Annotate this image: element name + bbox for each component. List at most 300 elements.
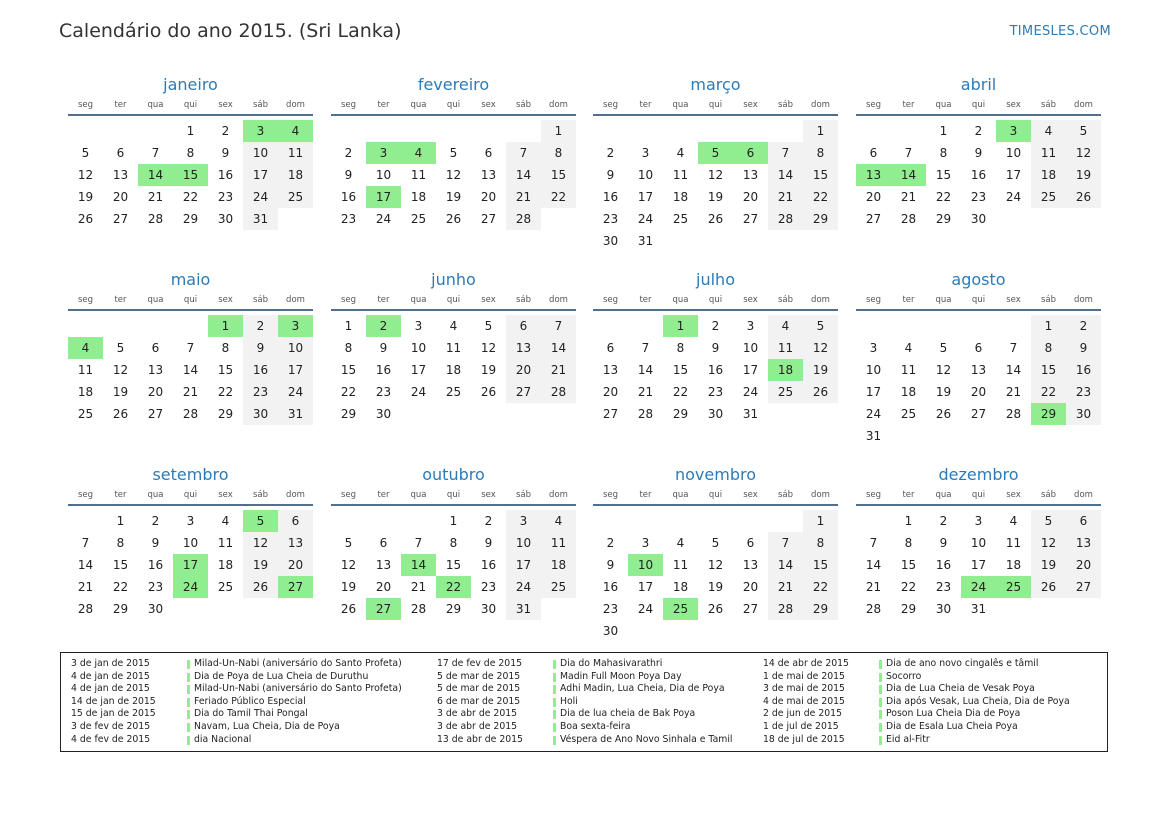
day-cell[interactable]: 24 [637, 602, 654, 616]
day-cell[interactable]: 17 [865, 385, 882, 399]
day-cell[interactable]: 11 [672, 168, 689, 182]
day-cell[interactable]: 13 [742, 168, 759, 182]
day-cell[interactable]: 22 [803, 576, 838, 598]
day-cell[interactable]: 4 [904, 341, 913, 355]
day-cell[interactable]: 7 [151, 146, 160, 160]
day-cell[interactable]: 26 [803, 381, 838, 403]
day-cell[interactable]: 19 [803, 359, 838, 381]
day-cell[interactable]: 27 [742, 212, 759, 226]
day-cell[interactable]: 8 [344, 341, 353, 355]
day-cell[interactable]: 20 [865, 190, 882, 204]
day-cell[interactable]: 12 [112, 363, 129, 377]
day-cell[interactable]: 23 [935, 580, 952, 594]
day-cell[interactable]: 3 [746, 319, 755, 333]
day-cell[interactable]: 29 [112, 602, 129, 616]
day-cell[interactable]: 11 [77, 363, 94, 377]
day-cell[interactable]: 13 [742, 558, 759, 572]
day-cell[interactable]: 25 [77, 407, 94, 421]
day-cell[interactable]: 6 [151, 341, 160, 355]
day-cell[interactable]: 16 [707, 363, 724, 377]
holiday-cell[interactable]: 14 [401, 554, 436, 576]
day-cell[interactable]: 21 [77, 580, 94, 594]
day-cell[interactable]: 22 [935, 190, 952, 204]
day-cell[interactable]: 4 [541, 510, 576, 532]
day-cell[interactable]: 2 [344, 146, 353, 160]
day-cell[interactable]: 7 [641, 341, 650, 355]
day-cell[interactable]: 25 [541, 576, 576, 598]
day-cell[interactable]: 10 [742, 341, 759, 355]
day-cell[interactable]: 31 [637, 234, 654, 248]
day-cell[interactable]: 8 [904, 536, 913, 550]
day-cell[interactable]: 28 [506, 208, 541, 230]
day-cell[interactable]: 30 [970, 212, 987, 226]
day-cell[interactable]: 29 [803, 208, 838, 230]
day-cell[interactable]: 17 [742, 363, 759, 377]
day-cell[interactable]: 14 [768, 554, 803, 576]
day-cell[interactable]: 6 [116, 146, 125, 160]
day-cell[interactable]: 29 [217, 407, 234, 421]
day-cell[interactable]: 20 [112, 190, 129, 204]
day-cell[interactable]: 17 [278, 359, 313, 381]
day-cell[interactable]: 31 [865, 429, 882, 443]
day-cell[interactable]: 10 [410, 341, 427, 355]
day-cell[interactable]: 22 [672, 385, 689, 399]
day-cell[interactable]: 6 [379, 536, 388, 550]
day-cell[interactable]: 7 [186, 341, 195, 355]
day-cell[interactable]: 8 [186, 146, 195, 160]
day-cell[interactable]: 13 [375, 558, 392, 572]
day-cell[interactable]: 8 [449, 536, 458, 550]
day-cell[interactable]: 22 [1031, 381, 1066, 403]
day-cell[interactable]: 7 [869, 536, 878, 550]
holiday-cell[interactable]: 3 [996, 120, 1031, 142]
day-cell[interactable]: 15 [217, 363, 234, 377]
day-cell[interactable]: 5 [81, 146, 90, 160]
day-cell[interactable]: 18 [217, 558, 234, 572]
day-cell[interactable]: 24 [637, 212, 654, 226]
day-cell[interactable]: 9 [151, 536, 160, 550]
day-cell[interactable]: 22 [541, 186, 576, 208]
day-cell[interactable]: 27 [1066, 576, 1101, 598]
holiday-cell[interactable]: 22 [436, 576, 471, 598]
day-cell[interactable]: 15 [672, 363, 689, 377]
day-cell[interactable]: 5 [803, 315, 838, 337]
day-cell[interactable]: 2 [606, 536, 615, 550]
day-cell[interactable]: 18 [278, 164, 313, 186]
day-cell[interactable]: 25 [900, 407, 917, 421]
day-cell[interactable]: 21 [768, 576, 803, 598]
day-cell[interactable]: 11 [278, 142, 313, 164]
day-cell[interactable]: 15 [803, 164, 838, 186]
day-cell[interactable]: 3 [506, 510, 541, 532]
day-cell[interactable]: 2 [221, 124, 230, 138]
day-cell[interactable]: 20 [375, 580, 392, 594]
day-cell[interactable]: 21 [541, 359, 576, 381]
day-cell[interactable]: 6 [278, 510, 313, 532]
day-cell[interactable]: 30 [602, 234, 619, 248]
day-cell[interactable]: 28 [147, 212, 164, 226]
day-cell[interactable]: 9 [344, 168, 353, 182]
holiday-cell[interactable]: 4 [68, 337, 103, 359]
day-cell[interactable]: 23 [147, 580, 164, 594]
day-cell[interactable]: 4 [768, 315, 803, 337]
day-cell[interactable]: 20 [147, 385, 164, 399]
day-cell[interactable]: 30 [935, 602, 952, 616]
day-cell[interactable]: 9 [484, 536, 493, 550]
day-cell[interactable]: 9 [221, 146, 230, 160]
day-cell[interactable]: 14 [1005, 363, 1022, 377]
day-cell[interactable]: 7 [81, 536, 90, 550]
holiday-cell[interactable]: 15 [173, 164, 208, 186]
day-cell[interactable]: 27 [865, 212, 882, 226]
day-cell[interactable]: 9 [711, 341, 720, 355]
day-cell[interactable]: 11 [541, 532, 576, 554]
day-cell[interactable]: 19 [1031, 554, 1066, 576]
day-cell[interactable]: 27 [970, 407, 987, 421]
day-cell[interactable]: 19 [707, 190, 724, 204]
day-cell[interactable]: 18 [410, 190, 427, 204]
day-cell[interactable]: 7 [1009, 341, 1018, 355]
day-cell[interactable]: 5 [1031, 510, 1066, 532]
day-cell[interactable]: 26 [243, 576, 278, 598]
day-cell[interactable]: 16 [935, 558, 952, 572]
day-cell[interactable]: 28 [182, 407, 199, 421]
day-cell[interactable]: 3 [869, 341, 878, 355]
day-cell[interactable]: 19 [77, 190, 94, 204]
day-cell[interactable]: 22 [217, 385, 234, 399]
day-cell[interactable]: 21 [410, 580, 427, 594]
day-cell[interactable]: 9 [243, 337, 278, 359]
day-cell[interactable]: 24 [506, 576, 541, 598]
day-cell[interactable]: 31 [970, 602, 987, 616]
day-cell[interactable]: 8 [676, 341, 685, 355]
day-cell[interactable]: 16 [480, 558, 497, 572]
day-cell[interactable]: 16 [602, 580, 619, 594]
day-cell[interactable]: 20 [742, 190, 759, 204]
day-cell[interactable]: 26 [707, 212, 724, 226]
day-cell[interactable]: 1 [541, 120, 576, 142]
day-cell[interactable]: 10 [506, 532, 541, 554]
day-cell[interactable]: 3 [414, 319, 423, 333]
day-cell[interactable]: 8 [541, 142, 576, 164]
day-cell[interactable]: 7 [904, 146, 913, 160]
day-cell[interactable]: 11 [1005, 536, 1022, 550]
day-cell[interactable]: 23 [217, 190, 234, 204]
day-cell[interactable]: 12 [707, 168, 724, 182]
holiday-cell[interactable]: 29 [1031, 403, 1066, 425]
day-cell[interactable]: 6 [1066, 510, 1101, 532]
day-cell[interactable]: 19 [480, 363, 497, 377]
day-cell[interactable]: 20 [278, 554, 313, 576]
day-cell[interactable]: 9 [974, 146, 983, 160]
day-cell[interactable]: 28 [768, 598, 803, 620]
day-cell[interactable]: 31 [742, 407, 759, 421]
holiday-cell[interactable]: 27 [366, 598, 401, 620]
day-cell[interactable]: 18 [77, 385, 94, 399]
day-cell[interactable]: 16 [970, 168, 987, 182]
day-cell[interactable]: 5 [1066, 120, 1101, 142]
day-cell[interactable]: 23 [707, 385, 724, 399]
day-cell[interactable]: 22 [182, 190, 199, 204]
day-cell[interactable]: 28 [865, 602, 882, 616]
day-cell[interactable]: 18 [900, 385, 917, 399]
day-cell[interactable]: 11 [1031, 142, 1066, 164]
day-cell[interactable]: 11 [410, 168, 427, 182]
day-cell[interactable]: 13 [1066, 532, 1101, 554]
day-cell[interactable]: 29 [672, 407, 689, 421]
day-cell[interactable]: 17 [1005, 168, 1022, 182]
day-cell[interactable]: 15 [803, 554, 838, 576]
holiday-cell[interactable]: 18 [768, 359, 803, 381]
day-cell[interactable]: 4 [676, 146, 685, 160]
holiday-cell[interactable]: 24 [173, 576, 208, 598]
day-cell[interactable]: 13 [112, 168, 129, 182]
holiday-cell[interactable]: 4 [401, 142, 436, 164]
day-cell[interactable]: 11 [445, 341, 462, 355]
day-cell[interactable]: 28 [541, 381, 576, 403]
day-cell[interactable]: 27 [506, 381, 541, 403]
day-cell[interactable]: 18 [672, 190, 689, 204]
day-cell[interactable]: 6 [746, 536, 755, 550]
day-cell[interactable]: 10 [182, 536, 199, 550]
day-cell[interactable]: 12 [803, 337, 838, 359]
day-cell[interactable]: 26 [445, 212, 462, 226]
holiday-cell[interactable]: 17 [173, 554, 208, 576]
day-cell[interactable]: 2 [484, 514, 493, 528]
day-cell[interactable]: 4 [1009, 514, 1018, 528]
day-cell[interactable]: 4 [449, 319, 458, 333]
day-cell[interactable]: 13 [602, 363, 619, 377]
day-cell[interactable]: 16 [340, 190, 357, 204]
day-cell[interactable]: 19 [707, 580, 724, 594]
day-cell[interactable]: 19 [935, 385, 952, 399]
day-cell[interactable]: 28 [900, 212, 917, 226]
day-cell[interactable]: 7 [541, 315, 576, 337]
day-cell[interactable]: 7 [768, 532, 803, 554]
day-cell[interactable]: 15 [445, 558, 462, 572]
day-cell[interactable]: 5 [116, 341, 125, 355]
day-cell[interactable]: 31 [506, 598, 541, 620]
day-cell[interactable]: 30 [602, 624, 619, 638]
day-cell[interactable]: 30 [480, 602, 497, 616]
holiday-cell[interactable]: 10 [628, 554, 663, 576]
day-cell[interactable]: 12 [935, 363, 952, 377]
holiday-cell[interactable]: 13 [856, 164, 891, 186]
day-cell[interactable]: 25 [278, 186, 313, 208]
day-cell[interactable]: 19 [243, 554, 278, 576]
day-cell[interactable]: 7 [414, 536, 423, 550]
day-cell[interactable]: 10 [637, 168, 654, 182]
day-cell[interactable]: 7 [768, 142, 803, 164]
day-cell[interactable]: 10 [865, 363, 882, 377]
day-cell[interactable]: 22 [900, 580, 917, 594]
day-cell[interactable]: 13 [506, 337, 541, 359]
day-cell[interactable]: 2 [939, 514, 948, 528]
holiday-cell[interactable]: 24 [961, 576, 996, 598]
day-cell[interactable]: 19 [445, 190, 462, 204]
holiday-cell[interactable]: 14 [138, 164, 173, 186]
day-cell[interactable]: 6 [506, 315, 541, 337]
day-cell[interactable]: 30 [375, 407, 392, 421]
day-cell[interactable]: 20 [506, 359, 541, 381]
day-cell[interactable]: 5 [344, 536, 353, 550]
day-cell[interactable]: 1 [803, 120, 838, 142]
day-cell[interactable]: 12 [707, 558, 724, 572]
day-cell[interactable]: 27 [480, 212, 497, 226]
day-cell[interactable]: 15 [900, 558, 917, 572]
day-cell[interactable]: 21 [637, 385, 654, 399]
day-cell[interactable]: 9 [379, 341, 388, 355]
day-cell[interactable]: 16 [217, 168, 234, 182]
day-cell[interactable]: 8 [803, 532, 838, 554]
holiday-cell[interactable]: 17 [366, 186, 401, 208]
day-cell[interactable]: 29 [182, 212, 199, 226]
day-cell[interactable]: 10 [375, 168, 392, 182]
day-cell[interactable]: 20 [602, 385, 619, 399]
day-cell[interactable]: 12 [1066, 142, 1101, 164]
day-cell[interactable]: 14 [182, 363, 199, 377]
day-cell[interactable]: 21 [865, 580, 882, 594]
day-cell[interactable]: 23 [340, 212, 357, 226]
day-cell[interactable]: 18 [541, 554, 576, 576]
day-cell[interactable]: 27 [147, 407, 164, 421]
day-cell[interactable]: 13 [970, 363, 987, 377]
day-cell[interactable]: 30 [243, 403, 278, 425]
holiday-cell[interactable]: 3 [243, 120, 278, 142]
day-cell[interactable]: 19 [340, 580, 357, 594]
day-cell[interactable]: 2 [974, 124, 983, 138]
day-cell[interactable]: 6 [869, 146, 878, 160]
day-cell[interactable]: 20 [742, 580, 759, 594]
day-cell[interactable]: 23 [602, 602, 619, 616]
day-cell[interactable]: 8 [116, 536, 125, 550]
day-cell[interactable]: 3 [641, 536, 650, 550]
day-cell[interactable]: 19 [112, 385, 129, 399]
holiday-cell[interactable]: 4 [278, 120, 313, 142]
day-cell[interactable]: 14 [541, 337, 576, 359]
holiday-cell[interactable]: 3 [278, 315, 313, 337]
day-cell[interactable]: 17 [637, 190, 654, 204]
day-cell[interactable]: 11 [900, 363, 917, 377]
day-cell[interactable]: 12 [1031, 532, 1066, 554]
day-cell[interactable]: 10 [243, 142, 278, 164]
day-cell[interactable]: 9 [606, 558, 615, 572]
day-cell[interactable]: 25 [445, 385, 462, 399]
day-cell[interactable]: 20 [970, 385, 987, 399]
day-cell[interactable]: 23 [243, 381, 278, 403]
day-cell[interactable]: 3 [186, 514, 195, 528]
day-cell[interactable]: 23 [375, 385, 392, 399]
day-cell[interactable]: 30 [147, 602, 164, 616]
day-cell[interactable]: 17 [637, 580, 654, 594]
day-cell[interactable]: 13 [480, 168, 497, 182]
day-cell[interactable]: 1 [116, 514, 125, 528]
day-cell[interactable]: 25 [672, 212, 689, 226]
day-cell[interactable]: 4 [221, 514, 230, 528]
day-cell[interactable]: 17 [506, 554, 541, 576]
day-cell[interactable]: 14 [77, 558, 94, 572]
day-cell[interactable]: 21 [182, 385, 199, 399]
day-cell[interactable]: 5 [939, 341, 948, 355]
day-cell[interactable]: 7 [506, 142, 541, 164]
day-cell[interactable]: 23 [1066, 381, 1101, 403]
day-cell[interactable]: 2 [606, 146, 615, 160]
day-cell[interactable]: 16 [147, 558, 164, 572]
day-cell[interactable]: 2 [1066, 315, 1101, 337]
day-cell[interactable]: 30 [707, 407, 724, 421]
day-cell[interactable]: 21 [1005, 385, 1022, 399]
day-cell[interactable]: 9 [1066, 337, 1101, 359]
day-cell[interactable]: 15 [340, 363, 357, 377]
day-cell[interactable]: 8 [1031, 337, 1066, 359]
holiday-cell[interactable]: 5 [243, 510, 278, 532]
day-cell[interactable]: 4 [676, 536, 685, 550]
holiday-cell[interactable]: 2 [366, 315, 401, 337]
day-cell[interactable]: 22 [112, 580, 129, 594]
day-cell[interactable]: 26 [340, 602, 357, 616]
day-cell[interactable]: 23 [480, 580, 497, 594]
day-cell[interactable]: 30 [1066, 403, 1101, 425]
day-cell[interactable]: 17 [243, 164, 278, 186]
day-cell[interactable]: 1 [939, 124, 948, 138]
day-cell[interactable]: 12 [340, 558, 357, 572]
day-cell[interactable]: 24 [742, 385, 759, 399]
day-cell[interactable]: 27 [602, 407, 619, 421]
day-cell[interactable]: 14 [637, 363, 654, 377]
day-cell[interactable]: 30 [217, 212, 234, 226]
day-cell[interactable]: 8 [803, 142, 838, 164]
day-cell[interactable]: 12 [243, 532, 278, 554]
day-cell[interactable]: 2 [711, 319, 720, 333]
day-cell[interactable]: 24 [278, 381, 313, 403]
day-cell[interactable]: 21 [147, 190, 164, 204]
day-cell[interactable]: 14 [506, 164, 541, 186]
day-cell[interactable]: 23 [602, 212, 619, 226]
day-cell[interactable]: 17 [410, 363, 427, 377]
day-cell[interactable]: 24 [375, 212, 392, 226]
day-cell[interactable]: 29 [900, 602, 917, 616]
day-cell[interactable]: 18 [1005, 558, 1022, 572]
holiday-cell[interactable]: 1 [663, 315, 698, 337]
day-cell[interactable]: 6 [974, 341, 983, 355]
day-cell[interactable]: 25 [410, 212, 427, 226]
day-cell[interactable]: 9 [939, 536, 948, 550]
day-cell[interactable]: 15 [935, 168, 952, 182]
day-cell[interactable]: 1 [186, 124, 195, 138]
day-cell[interactable]: 11 [217, 536, 234, 550]
day-cell[interactable]: 18 [672, 580, 689, 594]
day-cell[interactable]: 2 [243, 315, 278, 337]
day-cell[interactable]: 29 [803, 598, 838, 620]
day-cell[interactable]: 29 [340, 407, 357, 421]
day-cell[interactable]: 25 [1031, 186, 1066, 208]
day-cell[interactable]: 26 [935, 407, 952, 421]
day-cell[interactable]: 24 [410, 385, 427, 399]
day-cell[interactable]: 21 [768, 186, 803, 208]
day-cell[interactable]: 24 [243, 186, 278, 208]
day-cell[interactable]: 27 [112, 212, 129, 226]
day-cell[interactable]: 3 [974, 514, 983, 528]
holiday-cell[interactable]: 25 [663, 598, 698, 620]
day-cell[interactable]: 6 [484, 146, 493, 160]
day-cell[interactable]: 12 [77, 168, 94, 182]
day-cell[interactable]: 26 [1066, 186, 1101, 208]
day-cell[interactable]: 31 [278, 403, 313, 425]
day-cell[interactable]: 16 [602, 190, 619, 204]
holiday-cell[interactable]: 6 [733, 142, 768, 164]
holiday-cell[interactable]: 25 [996, 576, 1031, 598]
day-cell[interactable]: 16 [243, 359, 278, 381]
